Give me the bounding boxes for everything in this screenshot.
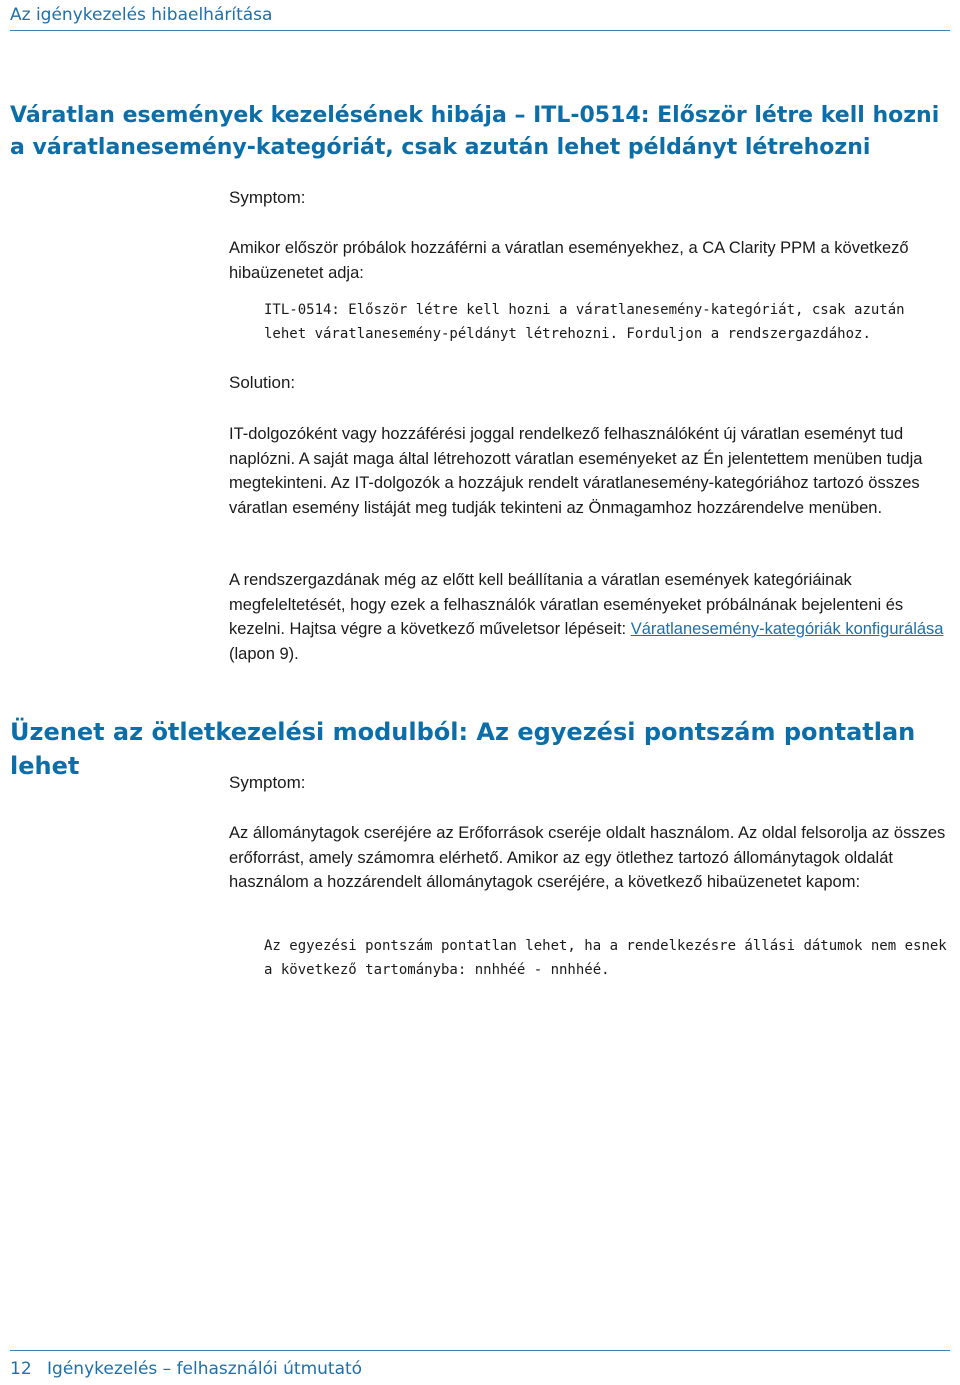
error-message-code: ITL-0514: Először létre kell hozni a váratlanesemény-kategóriát, csak azután lehet váratlanesemény-példányt létrehozni. Forduljon a rendszergazdához. <box>264 302 905 342</box>
solution-paragraph <box>229 568 954 666</box>
solution-body-2 <box>229 568 954 666</box>
solution-body-1 <box>229 422 954 520</box>
configure-categories-link[interactable]: Váratlanesemény-kategóriák konfigurálása <box>630 620 944 638</box>
symptom-body-2 <box>229 821 954 895</box>
symptom-body-1 <box>229 236 954 285</box>
symptom-text: Az állománytagok cseréjére az Erőforrások cseréje oldalt használom. Az oldal felsorolja az összes erőforrást, amely számomra elérhető. Amikor az egy ötlethez tartozó állománytagok oldalát használom a hozzárendelt állománytagok cseréjére, a következő hibaüzenetet kapom: <box>229 824 946 891</box>
solution-paragraph: IT-dolgozóként vagy hozzáférési joggal rendelkező felhasználóként új váratlan eseményt tud naplózni. A saját maga által létrehozott váratlan eseményeket az Én jelentettem menüben tudja megtekinteni. Az IT-dolgozók a hozzájuk rendelt váratlanesemény-kategóriához tartozó összes váratlan esemény listáját meg tudják tekinteni az Önmagamhoz hozzárendelve menüben. <box>229 425 923 517</box>
section-title-itl-0514: Váratlan események kezelésének hibája – ITL-0514: Először létre kell hozni a váratlanesemény-kategóriát, csak azután lehet példányt létrehozni <box>10 103 940 160</box>
footer-doc-title: Igénykezelés – felhasználói útmutató <box>47 1359 363 1379</box>
page-footer <box>10 1350 950 1379</box>
page-reference: (lapon 9). <box>229 644 299 663</box>
solution-text: A rendszergazdának még az előtt kell beállítania a váratlan események kategóriáinak megfeleltetését, hogy ezek a felhasználók váratlan eseményeket próbálnának bejelenteni és kezelni. Hajtsa végre a következő műveletsor lépéseit: <box>229 571 904 638</box>
symptom-text: Amikor először próbálok hozzáférni a váratlan eseményekhez, a CA Clarity PPM a következő hibaüzenetet adja: <box>229 239 909 282</box>
symptom-heading-2 <box>229 773 954 793</box>
running-header-title: Az igénykezelés hibaelhárítása <box>10 5 273 25</box>
section-title-match-score: Üzenet az ötletkezelési modulból: Az egyezési pontszám pontatlan lehet <box>10 718 916 780</box>
page-number: 12 <box>10 1359 32 1379</box>
running-header <box>10 5 950 31</box>
symptom-label: Symptom: <box>229 188 306 207</box>
symptom-heading-1 <box>229 188 954 208</box>
solution-heading <box>229 373 954 393</box>
solution-label: Solution: <box>229 373 296 392</box>
symptom-label: Symptom: <box>229 773 306 792</box>
error-message-code: Az egyezési pontszám pontatlan lehet, ha a rendelkezésre állási dátumok nem esnek a következő tartományba: nnhhéé - nnhhéé. <box>264 938 947 978</box>
